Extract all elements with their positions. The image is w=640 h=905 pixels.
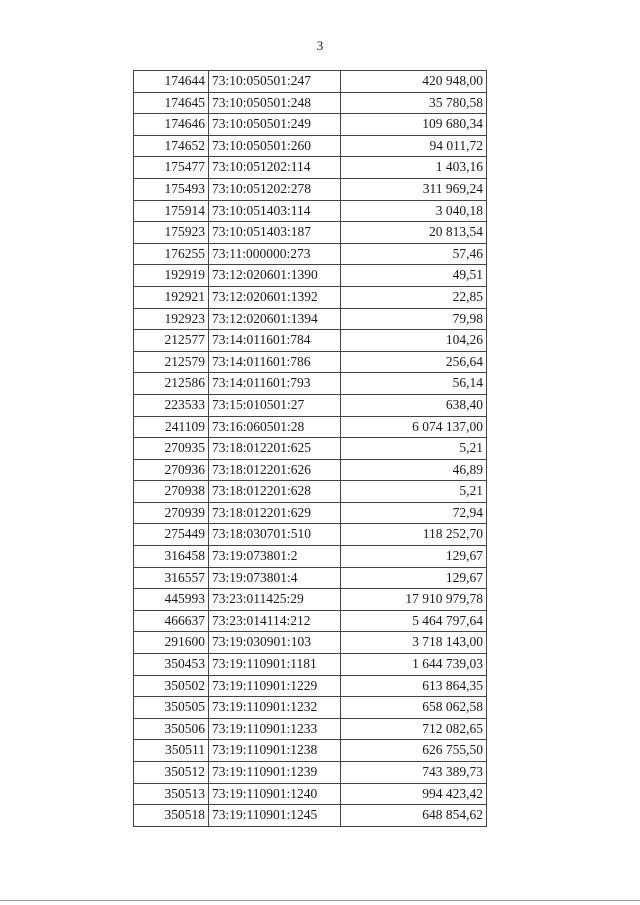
table-row <box>134 438 487 460</box>
table-row <box>134 222 487 244</box>
row-id: 174652 <box>134 135 209 157</box>
row-id: 270936 <box>134 459 209 481</box>
cadastral-value: 658 062,58 <box>341 697 487 719</box>
row-id: 270939 <box>134 502 209 524</box>
table-row <box>134 394 487 416</box>
table-row <box>134 481 487 503</box>
row-id: 275449 <box>134 524 209 546</box>
cadastral-value: 1 644 739,03 <box>341 654 487 676</box>
cadastral-number: 73:11:000000:273 <box>209 243 341 265</box>
cadastral-value: 104,26 <box>341 330 487 352</box>
cadastral-number: 73:18:012201:628 <box>209 481 341 503</box>
cadastral-number: 73:12:020601:1390 <box>209 265 341 287</box>
table-row <box>134 178 487 200</box>
table-row <box>134 567 487 589</box>
cadastral-number: 73:14:011601:786 <box>209 351 341 373</box>
table-row <box>134 416 487 438</box>
row-id: 350511 <box>134 740 209 762</box>
row-id: 192919 <box>134 265 209 287</box>
table-row <box>134 243 487 265</box>
row-id: 291600 <box>134 632 209 654</box>
row-id: 241109 <box>134 416 209 438</box>
cadastral-value: 3 718 143,00 <box>341 632 487 654</box>
cadastral-value: 613 864,35 <box>341 675 487 697</box>
cadastral-value: 129,67 <box>341 546 487 568</box>
cadastral-number: 73:15:010501:27 <box>209 394 341 416</box>
page-number: 3 <box>316 38 324 53</box>
cadastral-number: 73:14:011601:784 <box>209 330 341 352</box>
cadastral-number: 73:12:020601:1394 <box>209 308 341 330</box>
cadastral-number: 73:23:011425:29 <box>209 589 341 611</box>
cadastral-number: 73:10:050501:248 <box>209 92 341 114</box>
cadastral-number: 73:19:073801:2 <box>209 546 341 568</box>
cadastral-number: 73:16:060501:28 <box>209 416 341 438</box>
cadastral-value: 72,94 <box>341 502 487 524</box>
cadastral-value: 420 948,00 <box>341 71 487 93</box>
table-row <box>134 459 487 481</box>
table-row <box>134 654 487 676</box>
table-row <box>134 71 487 93</box>
table-row <box>134 718 487 740</box>
row-id: 212579 <box>134 351 209 373</box>
cadastral-value: 22,85 <box>341 286 487 308</box>
cadastral-value: 311 969,24 <box>341 178 487 200</box>
row-id: 316557 <box>134 567 209 589</box>
table-row <box>134 330 487 352</box>
cadastral-number: 73:14:011601:793 <box>209 373 341 395</box>
row-id: 350513 <box>134 783 209 805</box>
cadastral-number: 73:18:012201:629 <box>209 502 341 524</box>
row-id: 175923 <box>134 222 209 244</box>
table-row <box>134 157 487 179</box>
row-id: 270938 <box>134 481 209 503</box>
cadastral-value: 994 423,42 <box>341 783 487 805</box>
table-row <box>134 502 487 524</box>
table-row <box>134 373 487 395</box>
row-id: 350512 <box>134 762 209 784</box>
cadastral-value: 94 011,72 <box>341 135 487 157</box>
cadastral-number: 73:12:020601:1392 <box>209 286 341 308</box>
cadastral-value: 49,51 <box>341 265 487 287</box>
row-id: 174646 <box>134 114 209 136</box>
table-row <box>134 92 487 114</box>
cadastral-value: 6 074 137,00 <box>341 416 487 438</box>
table-row <box>134 805 487 827</box>
table-row <box>134 351 487 373</box>
cadastral-value: 1 403,16 <box>341 157 487 179</box>
cadastral-number: 73:19:073801:4 <box>209 567 341 589</box>
cadastral-table <box>133 70 487 827</box>
row-id: 316458 <box>134 546 209 568</box>
row-id: 350453 <box>134 654 209 676</box>
row-id: 175914 <box>134 200 209 222</box>
table-row <box>134 524 487 546</box>
cadastral-number: 73:10:050501:260 <box>209 135 341 157</box>
cadastral-value: 638,40 <box>341 394 487 416</box>
cadastral-value: 712 082,65 <box>341 718 487 740</box>
cadastral-value: 256,64 <box>341 351 487 373</box>
row-id: 350505 <box>134 697 209 719</box>
table-row <box>134 286 487 308</box>
cadastral-value: 35 780,58 <box>341 92 487 114</box>
cadastral-number: 73:19:110901:1181 <box>209 654 341 676</box>
row-id: 175477 <box>134 157 209 179</box>
cadastral-number: 73:10:051403:114 <box>209 200 341 222</box>
cadastral-number: 73:10:051403:187 <box>209 222 341 244</box>
cadastral-value: 46,89 <box>341 459 487 481</box>
table-row <box>134 114 487 136</box>
row-id: 176255 <box>134 243 209 265</box>
cadastral-number: 73:10:050501:249 <box>209 114 341 136</box>
cadastral-value: 56,14 <box>341 373 487 395</box>
cadastral-value: 626 755,50 <box>341 740 487 762</box>
cadastral-number: 73:19:030901:103 <box>209 632 341 654</box>
cadastral-value: 648 854,62 <box>341 805 487 827</box>
cadastral-number: 73:19:110901:1245 <box>209 805 341 827</box>
bottom-rule <box>0 900 640 901</box>
cadastral-number: 73:23:014114:212 <box>209 610 341 632</box>
row-id: 445993 <box>134 589 209 611</box>
cadastral-value: 5,21 <box>341 438 487 460</box>
cadastral-value: 17 910 979,78 <box>341 589 487 611</box>
cadastral-value: 79,98 <box>341 308 487 330</box>
table-body <box>134 71 487 827</box>
cadastral-value: 118 252,70 <box>341 524 487 546</box>
row-id: 212577 <box>134 330 209 352</box>
cadastral-value: 5,21 <box>341 481 487 503</box>
cadastral-number: 73:10:051202:114 <box>209 157 341 179</box>
cadastral-number: 73:10:050501:247 <box>209 71 341 93</box>
cadastral-number: 73:10:051202:278 <box>209 178 341 200</box>
table-row <box>134 308 487 330</box>
row-id: 270935 <box>134 438 209 460</box>
row-id: 174644 <box>134 71 209 93</box>
cadastral-number: 73:19:110901:1240 <box>209 783 341 805</box>
row-id: 192923 <box>134 308 209 330</box>
cadastral-value: 3 040,18 <box>341 200 487 222</box>
table-row <box>134 610 487 632</box>
row-id: 174645 <box>134 92 209 114</box>
cadastral-value: 20 813,54 <box>341 222 487 244</box>
cadastral-number: 73:19:110901:1233 <box>209 718 341 740</box>
table-row <box>134 200 487 222</box>
cadastral-value: 57,46 <box>341 243 487 265</box>
row-id: 350518 <box>134 805 209 827</box>
cadastral-number: 73:19:110901:1232 <box>209 697 341 719</box>
row-id: 350502 <box>134 675 209 697</box>
cadastral-number: 73:19:110901:1239 <box>209 762 341 784</box>
table-row <box>134 783 487 805</box>
table-row <box>134 740 487 762</box>
cadastral-number: 73:18:030701:510 <box>209 524 341 546</box>
table-row <box>134 675 487 697</box>
cadastral-number: 73:18:012201:625 <box>209 438 341 460</box>
cadastral-number: 73:18:012201:626 <box>209 459 341 481</box>
table-row <box>134 265 487 287</box>
table-row <box>134 546 487 568</box>
row-id: 466637 <box>134 610 209 632</box>
cadastral-value: 5 464 797,64 <box>341 610 487 632</box>
row-id: 223533 <box>134 394 209 416</box>
table-row <box>134 135 487 157</box>
cadastral-value: 743 389,73 <box>341 762 487 784</box>
row-id: 212586 <box>134 373 209 395</box>
row-id: 350506 <box>134 718 209 740</box>
table-row <box>134 589 487 611</box>
cadastral-number: 73:19:110901:1229 <box>209 675 341 697</box>
row-id: 175493 <box>134 178 209 200</box>
cadastral-value: 109 680,34 <box>341 114 487 136</box>
table-row <box>134 762 487 784</box>
table-row <box>134 632 487 654</box>
row-id: 192921 <box>134 286 209 308</box>
cadastral-number: 73:19:110901:1238 <box>209 740 341 762</box>
cadastral-value: 129,67 <box>341 567 487 589</box>
table-row <box>134 697 487 719</box>
